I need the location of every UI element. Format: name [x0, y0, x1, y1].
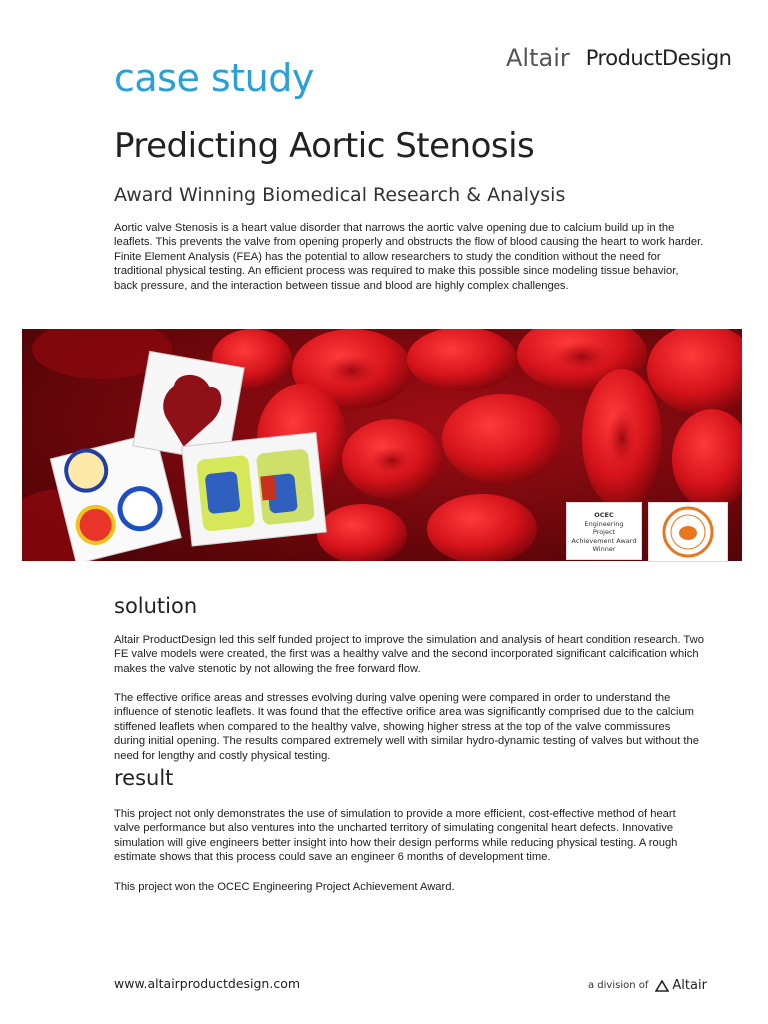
award-label-3: Project: [592, 528, 616, 537]
award-label-2: Engineering: [584, 519, 624, 528]
website-link[interactable]: www.altairproductdesign.com: [114, 976, 301, 991]
solution-paragraph-2: The effective orifice areas and stresses evolving during valve opening were compared in order to understand the influence of stenotic leaflets. It was found that the effective orifice area was significantly comprised due to the calcium stiffened leaflets when compared to the healthy valve, showing higher stress at the top of the valve commissures during initial opening. The results compared extremely well with similar hydro-dynamic testing of valves but without the need for lengthy and costly physical testing.: [114, 692, 699, 762]
division-label: a division of: [588, 980, 649, 991]
award-label-4: Achievement Award: [571, 536, 637, 545]
intro-paragraph: Aortic valve Stenosis is a heart value disorder that narrows the aortic valve opening due to calcium build up in the leaflets. This prevents the valve from opening properly and obstructs the flow of blood causing the heart to work harder. Finite Element Analysis (FEA) has the potential to allow researchers to study the condition without the need for traditional physical testing. An efficient process was required to make this possible since modeling tissue behavior, back pressure, and the interaction between tissue and blood are highly complex challenges.: [114, 222, 704, 292]
seal-icon: [649, 503, 727, 561]
result-paragraph-2: This project won the OCEC Engineering Project Achievement Award.: [114, 881, 455, 893]
page-title: Predicting Aortic Stenosis: [114, 126, 535, 166]
result-heading: result: [114, 766, 174, 790]
logo-brand: Altair: [506, 44, 570, 72]
solution-heading: solution: [114, 594, 198, 618]
division-of-altair: [588, 978, 707, 993]
ocec-award-badge: [566, 502, 642, 560]
footer-brand: Altair: [672, 978, 707, 993]
result-paragraph-1: This project not only demonstrates the use of simulation to provide a more efficient, cost-effective method of heart valve performance but also ventures into the uncharted territory of simulating congenital heart defects. Innovative simulation will give engineers better insight into how their design performs while reducing physical testing. A rough estimate shows that this process could save an engineer 6 months of development time.: [114, 808, 678, 864]
logo-product: ProductDesign: [585, 46, 732, 70]
award-label-5: Winner: [592, 545, 616, 554]
altair-footer-icon: [655, 980, 669, 992]
altair-productdesign-logo: [500, 42, 730, 74]
solution-paragraph-1: Altair ProductDesign led this self funded project to improve the simulation and analysis of heart condition research. Two FE valve models were created, the first was a healthy valve and the second incorporated significant calcification which makes the valve stenotic by not allowing the free forward flow.: [114, 634, 704, 675]
engineering-council-seal: [648, 502, 728, 562]
case-study-label: case study: [114, 56, 314, 100]
award-label-1: OCEC: [594, 511, 614, 519]
fe-simulation-photo: [182, 433, 327, 547]
page-subtitle: Award Winning Biomedical Research & Analysis: [114, 184, 566, 206]
